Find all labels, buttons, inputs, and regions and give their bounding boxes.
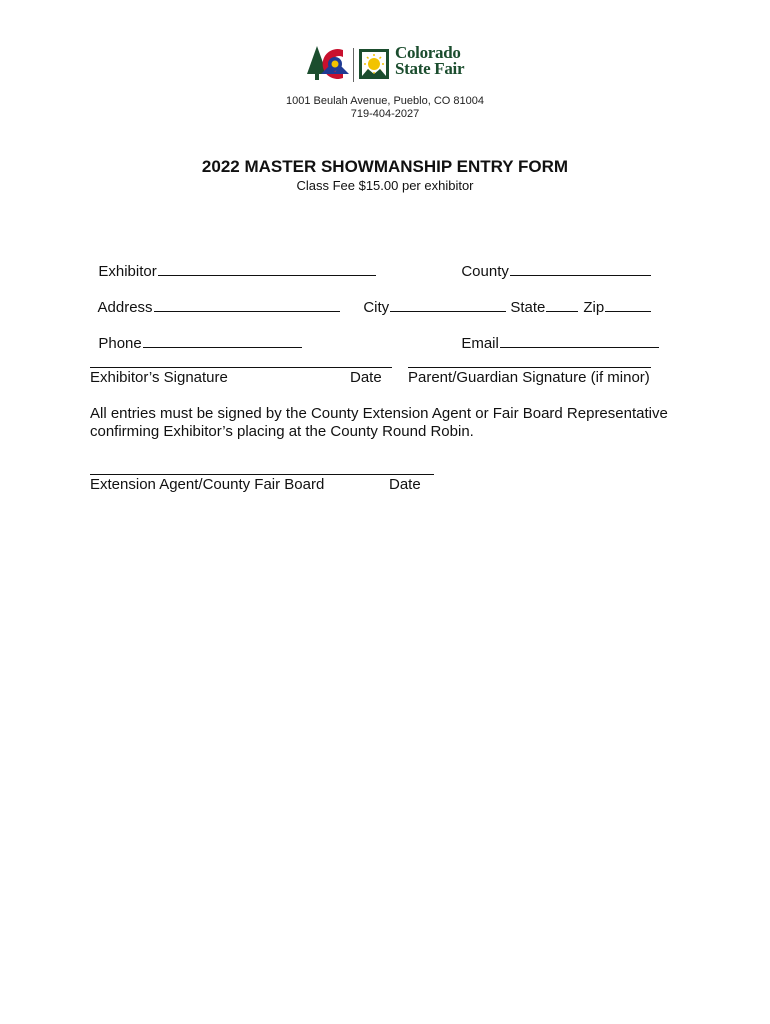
county-label: County [461, 263, 509, 280]
city-field[interactable] [355, 280, 506, 316]
zip-line[interactable] [605, 297, 651, 312]
exhibitor-line[interactable] [158, 261, 376, 276]
extension-agent-label: Extension Agent/County Fair Board [90, 476, 325, 493]
state-field[interactable] [502, 280, 578, 316]
sun-icon [368, 58, 380, 70]
address-line: 1001 Beulah Avenue, Pueblo, CO 81004 [286, 95, 484, 107]
signing-note: All entries must be signed by the County Extension Agent or Fair Board Representative confirming Exhibitor’s placing at the County Round Robin. [90, 405, 668, 440]
zip-label: Zip [583, 299, 605, 316]
email-line[interactable] [500, 333, 659, 348]
exhibitor-label: Exhibitor [98, 263, 157, 280]
logo-text-line2: State Fair [395, 59, 465, 78]
logo-wordmark [395, 45, 464, 77]
city-label: City [363, 299, 390, 316]
guardian-signature-label: Parent/Guardian Signature (if minor) [408, 369, 650, 386]
city-line[interactable] [390, 297, 506, 312]
phone-line-input[interactable] [143, 333, 302, 348]
exhibitor-signature-label: Exhibitor’s Signature [90, 369, 228, 386]
signature-date-label: Date [350, 369, 382, 386]
address-label: Address [97, 299, 153, 316]
state-line[interactable] [546, 297, 578, 312]
extension-date-label: Date [389, 476, 421, 493]
state-label: State [510, 299, 546, 316]
email-label: Email [461, 335, 499, 352]
form-title: 2022 MASTER SHOWMANSHIP ENTRY FORM [201, 157, 569, 176]
zip-field[interactable] [575, 280, 651, 316]
phone-label: Phone [98, 335, 142, 352]
county-field[interactable] [453, 244, 651, 280]
county-line[interactable] [510, 261, 651, 276]
extension-agent-signature-line[interactable] [90, 474, 434, 475]
phone-line: 719-404-2027 [350, 108, 420, 120]
guardian-signature-line[interactable] [408, 367, 651, 368]
email-field[interactable] [453, 316, 659, 352]
address-field[interactable] [90, 280, 340, 316]
exhibitor-signature-line[interactable] [90, 367, 392, 368]
phone-field[interactable] [90, 316, 302, 352]
address-line-input[interactable] [154, 297, 340, 312]
form-subtitle: Class Fee $15.00 per exhibitor [296, 178, 474, 193]
logo-text-line1: Colorado [395, 43, 461, 62]
exhibitor-field[interactable] [90, 244, 376, 280]
